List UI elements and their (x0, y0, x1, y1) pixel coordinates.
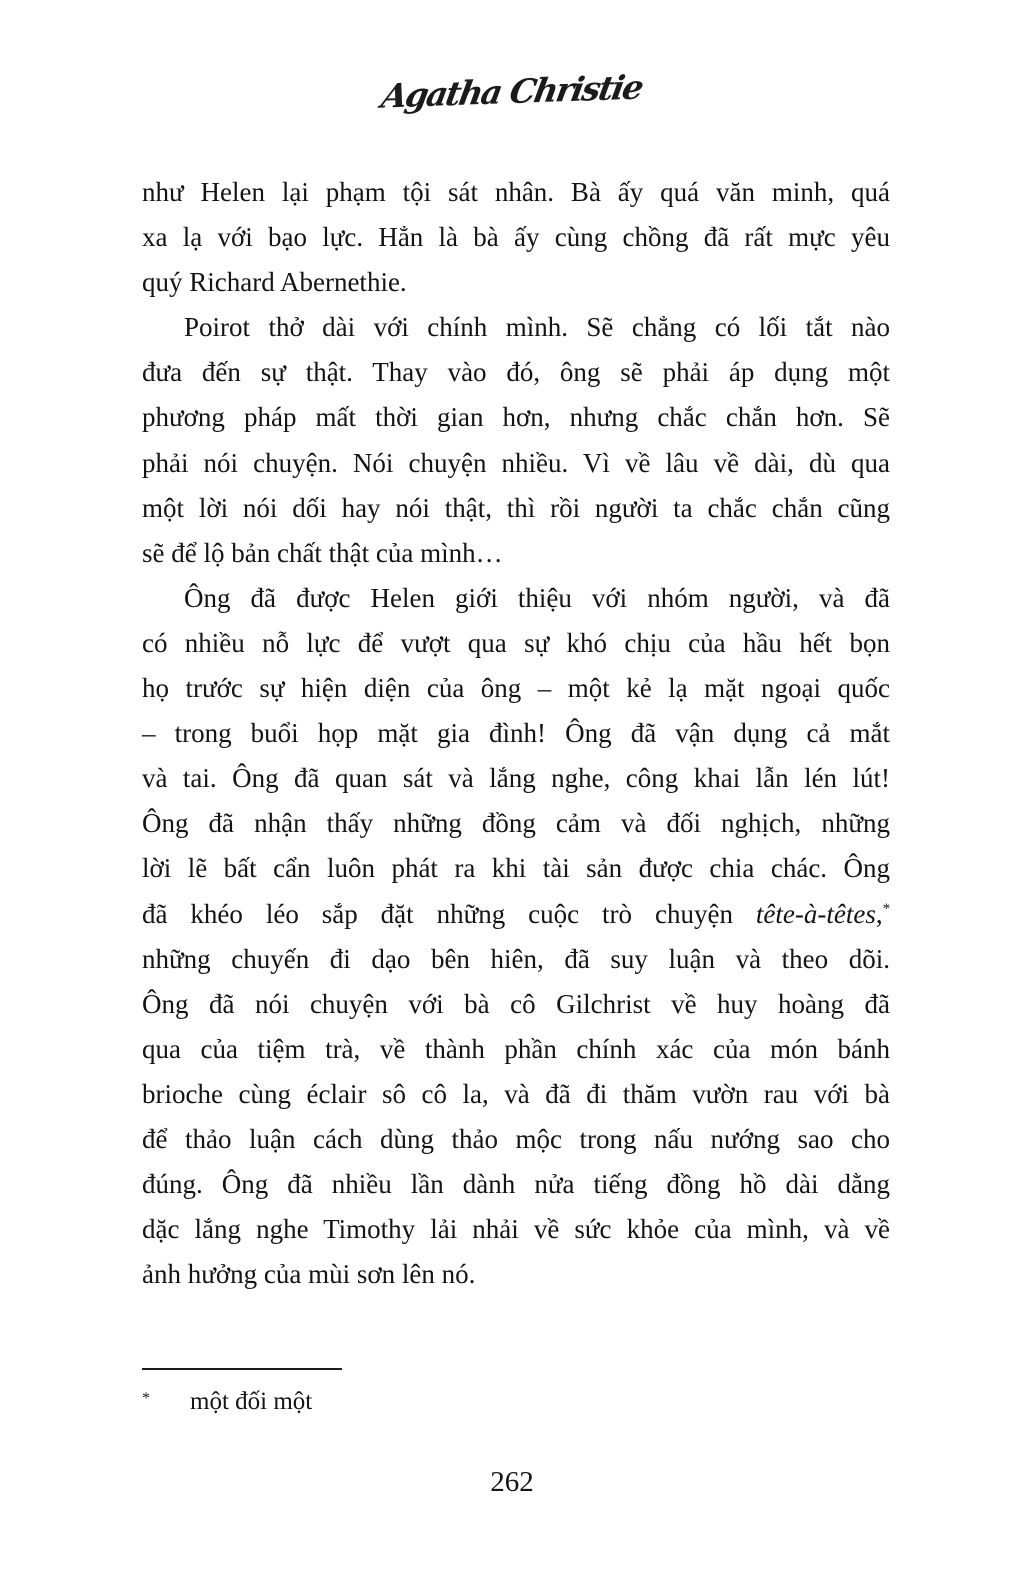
text-line: ảnh hưởng của mùi sơn lên nó. (142, 1259, 476, 1290)
text-line: quý Richard Abernethie. (142, 267, 407, 298)
text-line: để thảo luận cách dùng thảo mộc trong nấu nướng sao cho (142, 1123, 890, 1154)
text-line: đúng. Ông đã nhiều lần dành nửa tiếng đồng hồ dài dằng (142, 1169, 890, 1200)
text-line-with-footnote-ref (142, 892, 890, 937)
text-line: sẽ để lộ bản chất thật của mình… (142, 537, 503, 568)
text-line: xa lạ với bạo lực. Hẳn là bà ấy cùng chồng đã rất mực yêu (142, 222, 890, 253)
body-text (142, 170, 890, 1297)
text-segment: đã khéo léo sắp đặt những cuộc trò chuyện (142, 898, 756, 929)
text-line: đưa đến sự thật. Thay vào đó, ông sẽ phải áp dụng một (142, 357, 890, 388)
paragraph (142, 170, 890, 305)
paragraph (142, 576, 890, 1298)
text-line: có nhiều nỗ lực để vượt qua sự khó chịu của hầu hết bọn (142, 627, 890, 658)
agatha-christie-signature-logo: Agatha Christie (378, 67, 646, 116)
text-line: họ trước sự hiện diện của ông – một kẻ lạ mặt ngoại quốc (142, 673, 890, 704)
text-line: brioche cùng éclair sô cô la, và đã đi thăm vườn rau với bà (142, 1078, 890, 1109)
page-header (0, 67, 1024, 116)
footnote-reference-asterisk: * (882, 900, 890, 917)
paragraph (142, 305, 890, 576)
text-line: phải nói chuyện. Nói chuyện nhiều. Vì về lâu về dài, dù qua (142, 447, 890, 478)
text-line: Ông đã được Helen giới thiệu với nhóm người, và đã (184, 582, 890, 613)
text-line: phương pháp mất thời gian hơn, nhưng chắc chắn hơn. Sẽ (142, 402, 890, 433)
text-line: qua của tiệm trà, về thành phần chính xác của món bánh (142, 1033, 890, 1064)
footnote-separator-rule (142, 1368, 342, 1370)
text-line: lời lẽ bất cẩn luôn phát ra khi tài sản được chia chác. Ông (142, 853, 890, 884)
footnote-marker: * (142, 1390, 150, 1407)
text-segment: , (875, 898, 883, 929)
page-number: 262 (490, 1466, 534, 1498)
text-line: Ông đã nói chuyện với bà cô Gilchrist về huy hoàng đã (142, 988, 890, 1019)
text-line: và tai. Ông đã quan sát và lắng nghe, công khai lẫn lén lút! (142, 763, 890, 794)
text-line: một lời nói dối hay nói thật, thì rồi người ta chắc chắn cũng (142, 492, 890, 523)
text-line: Poirot thở dài với chính mình. Sẽ chẳng có lối tắt nào (184, 312, 890, 343)
italic-phrase: tête-à-têtes (755, 898, 876, 929)
text-line: những chuyến đi dạo bên hiên, đã suy luận và theo dõi. (142, 943, 890, 974)
footnote-text: một đối một (190, 1388, 313, 1415)
text-line: dặc lắng nghe Timothy lải nhải về sức khỏe của mình, và về (142, 1214, 890, 1245)
text-line: như Helen lại phạm tội sát nhân. Bà ấy quá văn minh, quá (142, 177, 890, 207)
text-line: Ông đã nhận thấy những đồng cảm và đối nghịch, những (142, 808, 890, 839)
text-line: – trong buổi họp mặt gia đình! Ông đã vận dụng cả mắt (142, 718, 890, 749)
footnote (142, 1384, 842, 1420)
